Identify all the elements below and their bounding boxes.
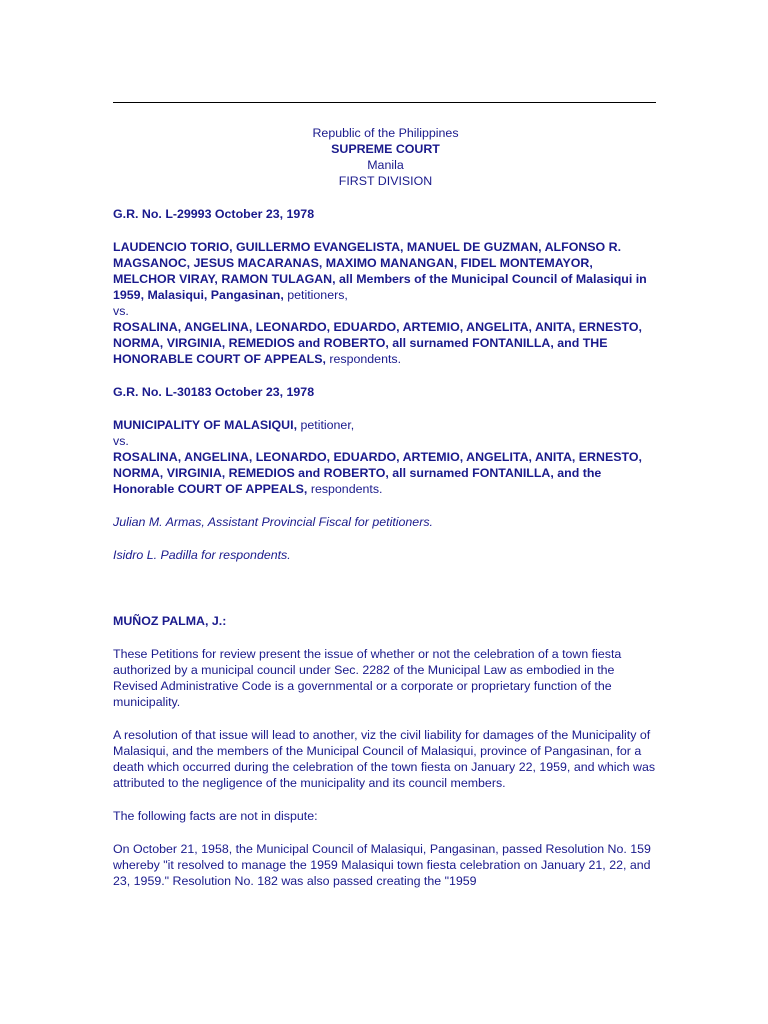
case2-vs: vs. — [113, 434, 129, 448]
republic-line: Republic of the Philippines — [312, 126, 459, 140]
ponente: MUÑOZ PALMA, J.: — [113, 614, 227, 628]
case2-gr-number: G.R. No. L-30183 October 23, 1978 — [113, 385, 315, 399]
case1-petitioners: LAUDENCIO TORIO, GUILLERMO EVANGELISTA, MANUEL DE GUZMAN, ALFONSO R. MAGSANOC, JESUS MACARANAS, MAXIMO MANANGAN, FIDEL MONTEMAYOR, MELCHOR VIRAY, RAMON TULAGAN, all Members of the Municipal Council of Malasiqui in 1959, Malasiqui, Pangasinan, petitioners, — [113, 240, 647, 302]
case2-respondents: ROSALINA, ANGELINA, LEONARDO, EDUARDO, ARTEMIO, ANGELITA, ANITA, ERNESTO, NORMA, VIRGINIA, REMEDIOS and ROBERTO, all surnamed FONTANILLA, and the Honorable COURT OF APPEALS, respondents. — [113, 450, 642, 496]
document-body — [113, 125, 658, 889]
case1-vs: vs. — [113, 304, 129, 318]
court-header — [113, 125, 658, 189]
top-rule — [113, 102, 656, 103]
counsel-petitioners: Julian M. Armas, Assistant Provincial Fiscal for petitioners. — [113, 515, 433, 529]
case1-respondents: ROSALINA, ANGELINA, LEONARDO, EDUARDO, ARTEMIO, ANGELITA, ANITA, ERNESTO, NORMA, VIRGINIA, REMEDIOS and ROBERTO, all surnamed FONTANILLA, and THE HONORABLE COURT OF APPEALS, respondents. — [113, 320, 642, 366]
paragraph: On October 21, 1958, the Municipal Council of Malasiqui, Pangasinan, passed Resolution No. 159 whereby "it resolved to manage the 1959 Malasiqui town fiesta celebration on January 21, 22, and 23, 1959." Resolution No. 182 was also passed creating the "1959 — [113, 842, 651, 888]
case2-petitioner: MUNICIPALITY OF MALASIQUI, petitioner, — [113, 418, 355, 432]
case1-gr-number: G.R. No. L-29993 October 23, 1978 — [113, 207, 315, 221]
paragraph: A resolution of that issue will lead to another, viz the civil liability for damages of the Municipality of Malasiqui, and the members of the Municipal Council of Malasiqui, province of Pangasinan, for a death which occurred during the celebration of the town fiesta on January 22, 1959, and which was attributed to the negligence of the municipality and its council members. — [113, 728, 656, 790]
court-name: SUPREME COURT — [331, 142, 440, 156]
paragraph: These Petitions for review present the issue of whether or not the celebration of a town fiesta authorized by a municipal council under Sec. 2282 of the Municipal Law as embodied in the Revised Administrative Code is a governmental or a corporate or proprietary function of the municipality. — [113, 647, 622, 709]
case1-parties — [113, 239, 658, 367]
case2-parties — [113, 417, 658, 497]
court-city: Manila — [367, 158, 404, 172]
paragraph: The following facts are not in dispute: — [113, 809, 318, 823]
division-line: FIRST DIVISION — [338, 174, 433, 188]
counsel-respondents: Isidro L. Padilla for respondents. — [113, 548, 291, 562]
